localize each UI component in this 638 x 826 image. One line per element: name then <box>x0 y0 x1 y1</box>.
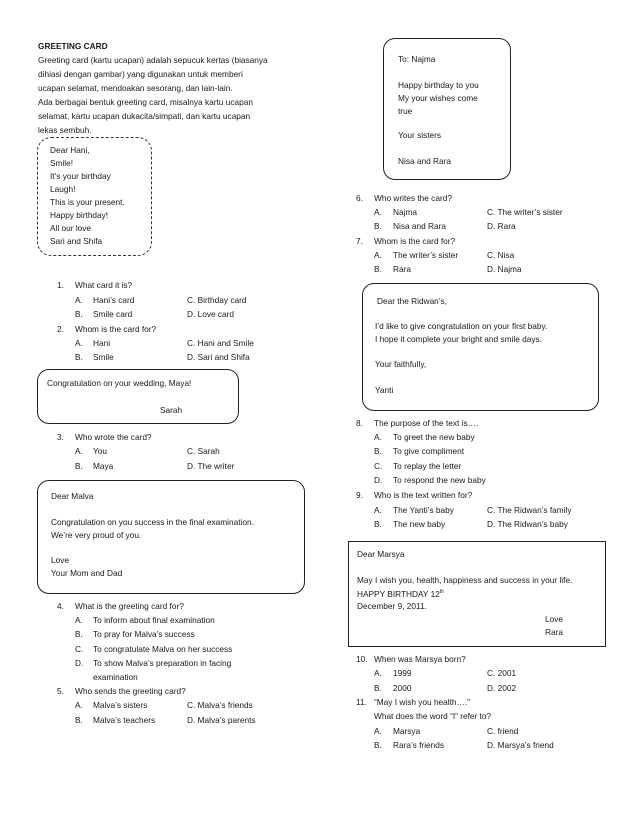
option-text: D. Love card <box>187 309 235 319</box>
option-text: examination <box>93 672 138 682</box>
option-letter: A. <box>374 726 382 736</box>
question-text: Whom is the card for? <box>374 236 456 246</box>
option-letter: A. <box>75 295 83 305</box>
card-line: Your Mom and Dad <box>51 568 123 578</box>
option-text: Hani <box>93 338 111 348</box>
option-text: To greet the new baby <box>393 432 475 442</box>
option-text: To show Malva’s preparation in facing <box>93 658 232 668</box>
option-text: D. Sari and Shifa <box>187 352 250 362</box>
option-text: D. Najma <box>487 264 522 274</box>
option-letter: B. <box>75 352 83 362</box>
option-letter: A. <box>75 446 83 456</box>
card-line: December 9, 2011. <box>357 601 427 611</box>
option-text: Rara’s friends <box>393 740 445 750</box>
card-line: All our love <box>50 223 92 233</box>
option-letter: B. <box>374 519 382 529</box>
option-text: To replay the letter <box>393 461 462 471</box>
option-text: The writer’s sister <box>393 250 459 260</box>
card-signature: Sarah <box>160 405 183 415</box>
question-text: What is the greeting card for? <box>75 601 184 611</box>
intro-line: lekas sembuh. <box>38 125 92 135</box>
question-number: 7. <box>356 236 363 246</box>
card-line: Love <box>545 614 563 624</box>
greeting-card-malva <box>37 480 305 594</box>
card-line: Dear Marsya <box>357 549 405 559</box>
option-letter: A. <box>374 505 382 515</box>
question-number: 5. <box>57 686 64 696</box>
card-line: Your sisters <box>398 130 442 140</box>
option-text: C. Birthday card <box>187 295 247 305</box>
option-text: Smile card <box>93 309 133 319</box>
card-line: Yanti <box>375 385 394 395</box>
card-line: Congratulation on you success in the final examination. <box>51 517 254 527</box>
option-text: Malva’s sisters <box>93 700 148 710</box>
option-text: Maya <box>93 461 114 471</box>
greeting-card-marsya <box>348 541 606 647</box>
greeting-card-najma <box>383 38 511 180</box>
card-line: Dear Malva <box>51 491 94 501</box>
option-letter: A. <box>75 615 83 625</box>
option-letter: B. <box>374 264 382 274</box>
question-text: Who is the text written for? <box>374 490 473 500</box>
option-text: D. Rara <box>487 221 516 231</box>
card-signature: Rara <box>545 627 563 637</box>
question-number: 3. <box>57 432 64 442</box>
card-line: Happy birthday! <box>50 210 109 220</box>
greeting-card-maya <box>37 369 239 424</box>
question-number: 9. <box>356 490 363 500</box>
card-birthday-text: HAPPY BIRTHDAY 12 <box>357 589 440 599</box>
option-letter: B. <box>75 461 83 471</box>
option-letter: D. <box>374 475 383 485</box>
card-line: Congratulation on your wedding, Maya! <box>47 378 192 388</box>
option-text: C. 2001 <box>487 668 517 678</box>
option-letter: A. <box>374 432 382 442</box>
option-text: 1999 <box>393 668 412 678</box>
option-text: D. The Ridwan’s baby <box>487 519 568 529</box>
option-text: You <box>93 446 108 456</box>
card-line: My your wishes come <box>398 93 478 103</box>
option-letter: B. <box>75 629 83 639</box>
question-number: 11. <box>356 697 367 707</box>
card-line: Smile! <box>50 158 74 168</box>
option-letter: B. <box>374 683 382 693</box>
card-line: Happy birthday to you <box>398 80 479 90</box>
question-text: What does the word “I” refer to? <box>374 711 492 721</box>
card-line: We’re very proud of you. <box>51 530 142 540</box>
greeting-card-ridwan <box>362 283 599 411</box>
option-text: Nisa and Rara <box>393 221 447 231</box>
question-text: What card it is? <box>75 280 133 290</box>
question-text: “May I wish you health….” <box>374 697 470 707</box>
option-text: Marsya <box>393 726 421 736</box>
option-text: C. The Ridwan’s family <box>487 505 572 515</box>
option-text: D. Marsya’s friend <box>487 740 554 750</box>
option-letter: B. <box>374 446 382 456</box>
card-line: Laugh! <box>50 184 76 194</box>
intro-line: Ada berbagai bentuk greeting card, misalnya kartu ucapan <box>38 97 253 107</box>
question-text: Who sends the greeting card? <box>75 686 186 696</box>
option-text: D. The writer <box>187 461 235 471</box>
card-birthday-sup: th <box>439 589 445 596</box>
option-text: C. friend <box>487 726 519 736</box>
option-text: D. Malva’s parents <box>187 715 256 725</box>
card-line: Sari and Shifa <box>50 236 103 246</box>
option-letter: C. <box>75 644 84 654</box>
card-line: I hope it complete your bright and smile days. <box>375 334 542 344</box>
option-letter: C. <box>374 461 383 471</box>
card-line: true <box>398 106 413 116</box>
option-text: To give compliment <box>393 446 465 456</box>
option-text: C. Nisa <box>487 250 515 260</box>
card-line: It’s your birthday <box>50 171 111 181</box>
option-letter: B. <box>374 740 382 750</box>
option-letter: A. <box>374 250 382 260</box>
option-text: C. Malva’s friends <box>187 700 253 710</box>
question-text: Who wrote the card? <box>75 432 152 442</box>
option-text: The new baby <box>393 519 446 529</box>
question-number: 2. <box>57 324 64 334</box>
option-letter: A. <box>75 338 83 348</box>
option-text: Smile <box>93 352 114 362</box>
card-line: May I wish you, health, happiness and success in your life. <box>357 575 573 585</box>
card-line: Love <box>51 555 69 565</box>
intro-line: Greeting card (kartu ucapan) adalah sepucuk kertas (biasanya <box>38 55 268 65</box>
option-text: D. 2002 <box>487 683 517 693</box>
question-text: Who writes the card? <box>374 193 452 203</box>
card-line: I’d like to give congratulation on your first baby. <box>375 321 548 331</box>
option-text: Rara <box>393 264 411 274</box>
intro-line: selamat, kartu ucapan dukacita/simpati, dan kartu ucapan <box>38 111 251 121</box>
question-number: 4. <box>57 601 64 611</box>
option-text: C. The writer’s sister <box>487 207 563 217</box>
option-text: To congratulate Malva on her success <box>93 644 233 654</box>
question-number: 6. <box>356 193 363 203</box>
option-text: To inform about final examination <box>93 615 215 625</box>
option-text: To respond the new baby <box>393 475 486 485</box>
card-line: Nisa and Rara <box>398 156 452 166</box>
option-text: The Yanti’s baby <box>393 505 454 515</box>
card-line: Dear the Ridwan’s, <box>377 296 447 306</box>
option-text: Malva’s teachers <box>93 715 156 725</box>
card-line <box>357 590 444 598</box>
card-line: This is your present. <box>50 197 125 207</box>
option-text: To pray for Malva’s success <box>93 629 195 639</box>
option-text: Najma <box>393 207 417 217</box>
page-title: GREETING CARD <box>38 41 108 51</box>
intro-line: dihiasi dengan gambar) yang digunakan untuk memberi <box>38 69 243 79</box>
option-letter: D. <box>75 658 84 668</box>
card-line: Dear Hani, <box>50 145 90 155</box>
question-text: The purpose of the text is…. <box>374 418 479 428</box>
option-letter: B. <box>75 309 83 319</box>
question-text: When was Marsya born? <box>374 654 466 664</box>
option-text: Hani’s card <box>93 295 135 305</box>
option-letter: B. <box>374 221 382 231</box>
option-letter: B. <box>75 715 83 725</box>
question-number: 8. <box>356 418 363 428</box>
option-text: 2000 <box>393 683 412 693</box>
option-letter: A. <box>374 668 382 678</box>
option-text: C. Sarah <box>187 446 220 456</box>
option-letter: A. <box>374 207 382 217</box>
option-letter: A. <box>75 700 83 710</box>
greeting-card-hani <box>37 137 152 256</box>
option-text: C. Hani and Smile <box>187 338 254 348</box>
card-line: To: Najma <box>398 54 436 64</box>
question-number: 1. <box>57 280 64 290</box>
question-text: Whom is the card for? <box>75 324 157 334</box>
intro-line: ucapan selamat, mendoakan sesorang, dan lain-lain. <box>38 83 233 93</box>
question-number: 10. <box>356 654 368 664</box>
card-line: Your faithfully, <box>375 359 427 369</box>
